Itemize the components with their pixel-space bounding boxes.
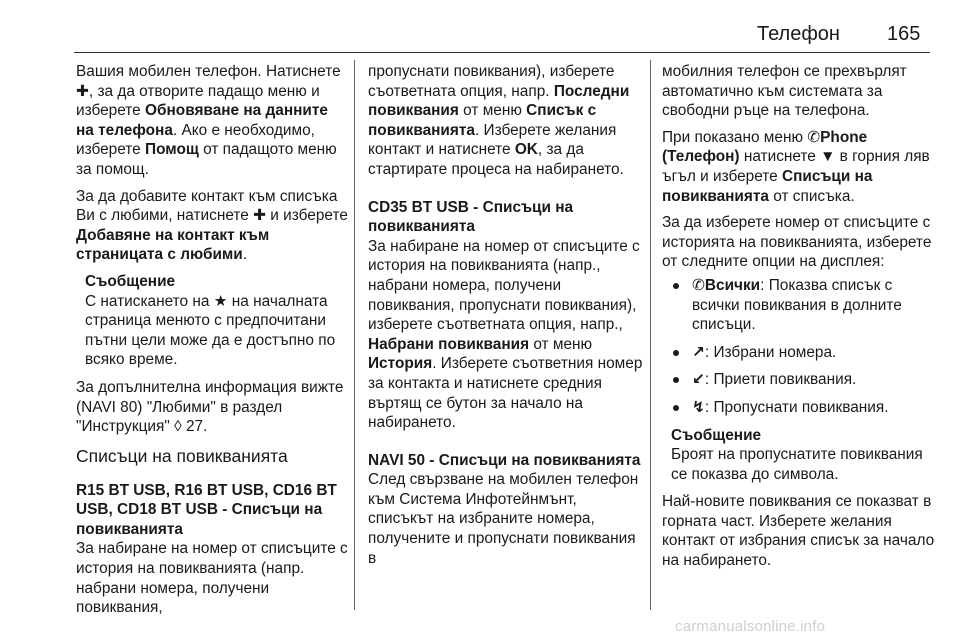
text: : Показва списък с всички повиквания в долните списъци. <box>692 276 902 334</box>
menu-term: История <box>368 355 433 373</box>
paragraph: След свързване на мобилен телефон към Система Инфотейнмънт, списъкът на избраните номера, получените и пропуснати повиквания в <box>368 471 639 567</box>
watermark: carmanualsonline.info <box>675 618 826 635</box>
text: . <box>242 246 248 264</box>
menu-term: Обновяване на данните на телефона <box>76 102 328 139</box>
note-heading: Съобщение <box>85 272 176 290</box>
text: и изберете <box>266 207 348 225</box>
bullet <box>673 283 679 289</box>
text: 27. <box>181 418 208 436</box>
column-2 <box>368 62 644 575</box>
page-number: 165 <box>887 23 921 45</box>
column-1 <box>76 62 348 625</box>
text: , за да отворите падащо меню и изберете <box>76 82 320 120</box>
menu-term: Добавяне на контакт към страницата с любими <box>76 226 270 264</box>
text: : Приети повиквания. <box>704 371 857 389</box>
text: . Ако е необходимо, изберете <box>76 121 315 159</box>
text: . Изберете съответния номер за контакта и натиснете средния въртящ се бутон за начало на набирането. <box>368 355 643 432</box>
phone-icon: ✆ <box>807 128 821 146</box>
note-box <box>662 426 942 485</box>
menu-term: OK <box>514 141 538 159</box>
note-text <box>85 292 348 370</box>
list-item <box>662 343 942 363</box>
subsection-heading: CD35 BT USB - Списъци на повикванията <box>368 198 574 236</box>
paragraph <box>368 62 644 180</box>
plus-icon: ✚ <box>253 207 267 225</box>
text: За да добавите контакт към списъка Ви с любими, натиснете <box>76 187 338 225</box>
arrow-down-icon: ▼ <box>820 148 836 166</box>
text: За допълнителна информация вижте (NAVI 80) "Любими" в раздел "Инструкция" <box>76 378 344 436</box>
bullet <box>673 405 679 411</box>
paragraph: За да изберете номер от списъците с историята на повикванията, изберете от следните опции на дисплея: <box>662 214 932 271</box>
section-heading: Списъци на повикванията <box>76 445 288 466</box>
paragraph: Най-новите повиквания се показват в горната част. Изберете желания контакт от избрания списък за начало на набирането. <box>662 493 935 570</box>
subsection-heading: R15 BT USB, R16 BT USB, CD16 BT USB, CD18 BT USB - Списъци на повикванията <box>76 481 337 538</box>
star-icon: ★ <box>213 292 228 310</box>
option-list <box>662 276 942 418</box>
text: от меню <box>529 335 593 353</box>
text: , за да стартирате процеса на набирането. <box>368 141 624 178</box>
outgoing-call-icon: ↗ <box>692 343 705 361</box>
note-text: Броят на пропуснатите повиквания се показва до символа. <box>671 446 923 483</box>
text: . Изберете желания контакт и натиснете <box>368 121 617 159</box>
text: от меню <box>458 102 527 120</box>
page-title: Телефон <box>757 23 840 45</box>
column-divider <box>354 60 355 610</box>
list-item <box>662 276 942 335</box>
paragraph <box>76 62 348 180</box>
page-header <box>0 0 960 48</box>
column-divider <box>650 60 651 610</box>
list-item <box>662 370 942 390</box>
text: в горния ляв ъгъл и изберете <box>662 148 930 185</box>
text: С натискането на <box>85 292 214 310</box>
plus-icon: ✚ <box>76 82 89 100</box>
menu-term: Phone (Телефон) <box>662 128 868 166</box>
text: Вашия мобилен телефон. Натиснете <box>76 63 341 80</box>
note-box <box>76 272 348 370</box>
text: на началната страница менюто с предпочитани пътни цели може да е достъпно по всяко време. <box>85 292 336 369</box>
paragraph <box>76 378 348 437</box>
text: За набиране на номер от списъците с история на повикванията (напр., набрани номера, получени повиквания, пропуснати повиквания), изберете съответната опция, напр., <box>368 237 640 334</box>
column-3 <box>662 62 942 578</box>
note-heading: Съобщение <box>671 426 762 444</box>
paragraph <box>662 128 942 206</box>
page-ref-icon: ◊ <box>174 418 182 436</box>
subsection-heading: NAVI 50 - Списъци на повикванията <box>368 451 641 469</box>
menu-term: Набрани повиквания <box>368 335 530 353</box>
text: от падащото меню за помощ. <box>76 141 337 178</box>
bullet <box>673 350 679 356</box>
paragraph: За набиране на номер от списъците с история на повикванията (напр. набрани номера, получени повиквания, <box>76 540 348 617</box>
menu-term: Списъци на повикванията <box>662 167 873 205</box>
text: : Пропуснати повиквания. <box>704 398 889 416</box>
paragraph <box>368 237 644 433</box>
missed-call-icon: ↯ <box>692 398 705 416</box>
paragraph <box>76 187 348 265</box>
text: : Избрани номера. <box>704 343 837 361</box>
incoming-call-icon: ↙ <box>692 371 705 389</box>
text: пропуснати повиквания), изберете съответната опция, напр. <box>368 63 615 100</box>
text: натиснете <box>739 148 821 166</box>
menu-term: Всички <box>704 276 761 294</box>
text: При показано меню <box>662 128 808 146</box>
menu-term: Помощ <box>145 141 199 159</box>
header-rule <box>74 52 930 53</box>
phone-icon: ✆ <box>692 276 705 294</box>
bullet <box>673 377 679 383</box>
paragraph: мобилния телефон се прехвърлят автоматично към системата за свободни ръце на телефона. <box>662 63 907 120</box>
text: от списъка. <box>768 187 855 205</box>
menu-term: Списък с повикванията <box>368 102 597 139</box>
menu-term: Последни повиквания <box>368 82 630 120</box>
list-item <box>662 398 942 418</box>
